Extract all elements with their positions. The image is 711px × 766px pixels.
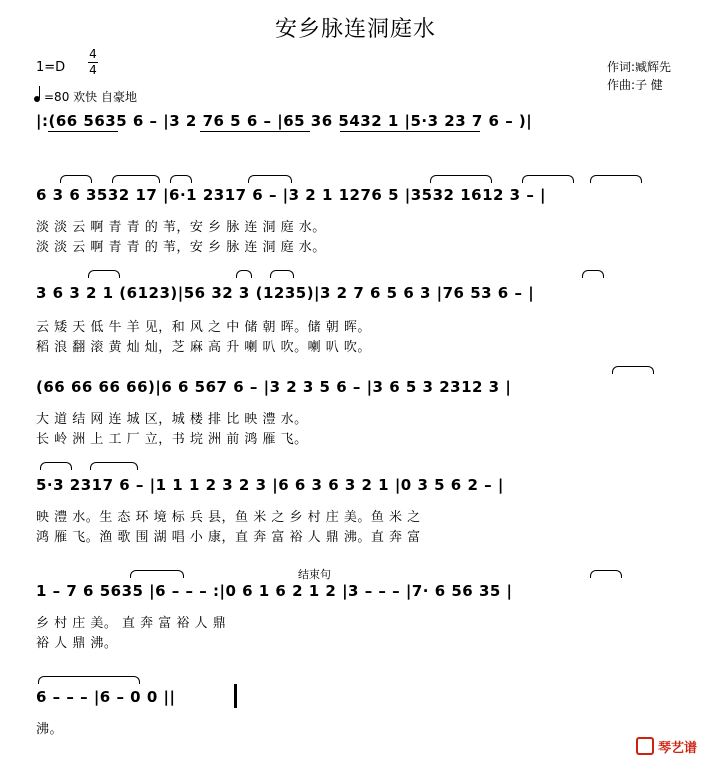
watermark-text: 琴艺谱 bbox=[657, 741, 697, 756]
slur bbox=[612, 366, 654, 374]
slur bbox=[60, 175, 92, 183]
quarter-note-icon bbox=[34, 96, 40, 102]
slur bbox=[40, 462, 72, 470]
key-signature: 1=D bbox=[36, 60, 66, 75]
beam bbox=[200, 131, 310, 132]
slur bbox=[90, 462, 138, 470]
beam bbox=[48, 131, 118, 132]
composer: 作曲:子 健 bbox=[606, 78, 663, 92]
beam bbox=[340, 131, 480, 132]
time-signature-top: 4 bbox=[89, 47, 97, 61]
score-row-3: 3 6 3 2 1 (6123)|56 32 3 (1235)|3 2 7 6 5 6 3 |76 53 6 – | bbox=[36, 284, 535, 302]
lyrics-row-3-verse-2: 稻 浪 翻 滚 黄 灿 灿，芝 麻 高 升 喇 叭 吹。喇 叭 吹。 bbox=[36, 340, 371, 355]
slur bbox=[590, 175, 642, 183]
lyrics-row-4-verse-2: 长 岭 洲 上 工 厂 立，书 垸 洲 前 鸿 雁 飞。 bbox=[36, 432, 308, 447]
slur bbox=[112, 175, 160, 183]
slur bbox=[582, 270, 604, 278]
slur bbox=[270, 270, 294, 278]
logo-icon bbox=[636, 737, 654, 755]
slur bbox=[522, 175, 574, 183]
final-barline bbox=[234, 684, 237, 708]
time-signature-bottom: 4 bbox=[89, 63, 97, 77]
tie bbox=[38, 676, 140, 684]
score-row-6: 1 – 7 6 5635 |6 – – – :|0 6 1 6 2 1 2 |3 – – – |7· 6 56 35 | bbox=[36, 582, 513, 600]
slur bbox=[236, 270, 252, 278]
lyrics-row-2-verse-1: 淡 淡 云 啊 青 青 的 苇，安 乡 脉 连 洞 庭 水。 bbox=[36, 220, 326, 235]
slur bbox=[248, 175, 292, 183]
lyrics-row-5-verse-1: 映 澧 水。生 态 环 境 标 兵 县，鱼 米 之 乡 村 庄 美。鱼 米 之 bbox=[36, 510, 421, 525]
slur bbox=[430, 175, 492, 183]
lyrics-row-7: 沸。 bbox=[36, 722, 64, 737]
lyrics-row-6-verse-2: 裕 人 鼎 沸。 bbox=[36, 636, 118, 651]
lyricist: 作词:臧辉先 bbox=[606, 60, 671, 74]
slur bbox=[130, 570, 184, 578]
song-title: 安乡脉连洞庭水 bbox=[274, 17, 436, 42]
tempo-marking bbox=[34, 88, 137, 105]
score-row-7: 6 – – – |6 – 0 0 || bbox=[36, 688, 176, 706]
time-signature bbox=[88, 48, 98, 77]
slur bbox=[88, 270, 120, 278]
lyrics-row-2-verse-2: 淡 淡 云 啊 青 青 的 苇，安 乡 脉 连 洞 庭 水。 bbox=[36, 240, 326, 255]
slur bbox=[170, 175, 192, 183]
ending-label: 结束句 bbox=[298, 568, 331, 581]
credits bbox=[607, 58, 671, 94]
site-watermark bbox=[636, 737, 697, 756]
lyrics-row-5-verse-2: 鸿 雁 飞。渔 歌 围 湖 唱 小 康，直 奔 富 裕 人 鼎 沸。直 奔 富 bbox=[36, 530, 421, 545]
tempo-text: =80 欢快 自豪地 bbox=[44, 90, 137, 104]
lyrics-row-4-verse-1: 大 道 结 网 连 城 区，城 楼 排 比 映 澧 水。 bbox=[36, 412, 308, 427]
score-row-2: 6 3 6 3532 17 |6·1 2317 6 – |3 2 1 1276 5 |3532 1612 3 – | bbox=[36, 186, 547, 204]
score-row-4: (66 66 66 66)|6 6 567 6 – |3 2 3 5 6 – |3 6 5 3 2312 3 | bbox=[36, 378, 512, 396]
slur bbox=[590, 570, 622, 578]
lyrics-row-3-verse-1: 云 矮 天 低 牛 羊 见，和 风 之 中 储 朝 晖。储 朝 晖。 bbox=[36, 320, 371, 335]
score-row-5: 5·3 2317 6 – |1 1 1 2 3 2 3 |6 6 3 6 3 2 1 |0 3 5 6 2 – | bbox=[36, 476, 504, 494]
score-row-1: |:(66 5635 6 – |3 2 76 5 6 – |65 36 5432 1 |5·3 23 7 6 – )| bbox=[36, 112, 533, 130]
lyrics-row-6-verse-1: 乡 村 庄 美。 直 奔 富 裕 人 鼎 bbox=[36, 616, 227, 631]
